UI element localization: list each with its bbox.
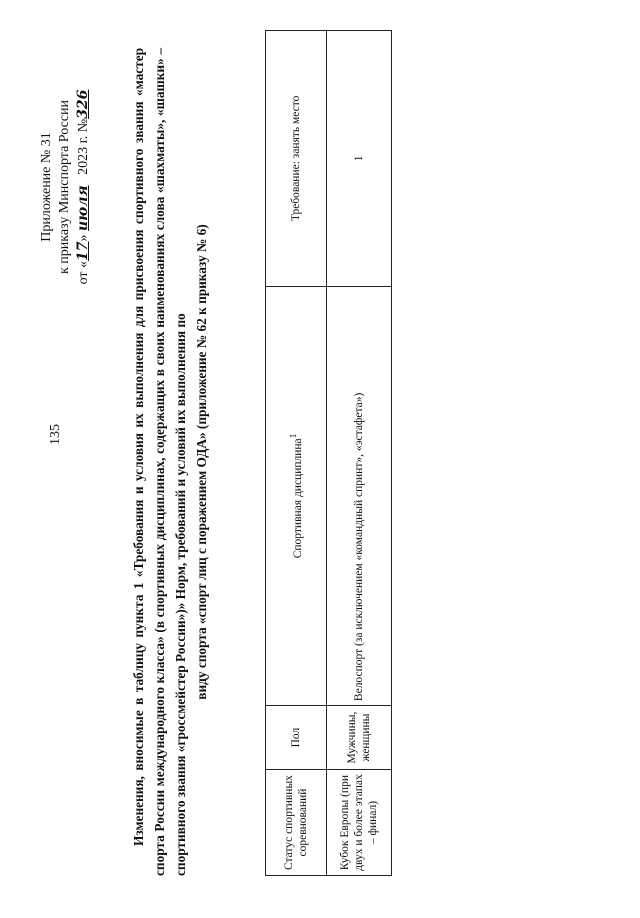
table-row [327,31,392,876]
cell-discipline: Велоспорт (за исключением «командный спринт», «эстафета») [327,286,392,705]
handwritten-day: 17 [75,241,91,261]
cell-sex: Мужчины, женщины [327,706,392,770]
handwritten-month: июля [75,185,91,231]
handwritten-number: 326 [75,89,91,119]
header-status: Статус спортивных соревнований [266,770,327,876]
cell-status: Кубок Европы (при двух и более этапах – финал) [327,770,392,876]
page-number: 135 [48,424,63,445]
table-header-row [266,31,327,876]
appendix-date-line: от «17» июля 2023 г. №326 [75,89,91,285]
appendix-block [38,52,93,322]
header-requirement: Требование: занять место [266,31,327,287]
requirements-table [265,30,392,876]
header-discipline: Спортивная дисциплина$^1$ [266,286,327,705]
document-title [128,48,212,876]
title-text: Изменения, вносимые в таблицу пункта 1 «Требования и условия их выполнения для присвоения спортивного звания «мастер спорта России международного класса» (в спортивных дисциплинах, содержащих в своих наименованиях слова «шахматы», «шашки» – спортивного звания «гроссмейстер России»)» Норм, требований и условий их выполнения по [131,48,188,876]
title-last-line: виду спорта «спорт лиц с поражением ОДА» (приложение № 62 к приказу № 6) [194,224,209,700]
cell-place: 1 [327,31,392,287]
appendix-title: Приложение № 31 [39,132,54,242]
appendix-order-ref: к приказу Минспорта России [57,100,72,274]
header-sex: Пол [266,706,327,770]
